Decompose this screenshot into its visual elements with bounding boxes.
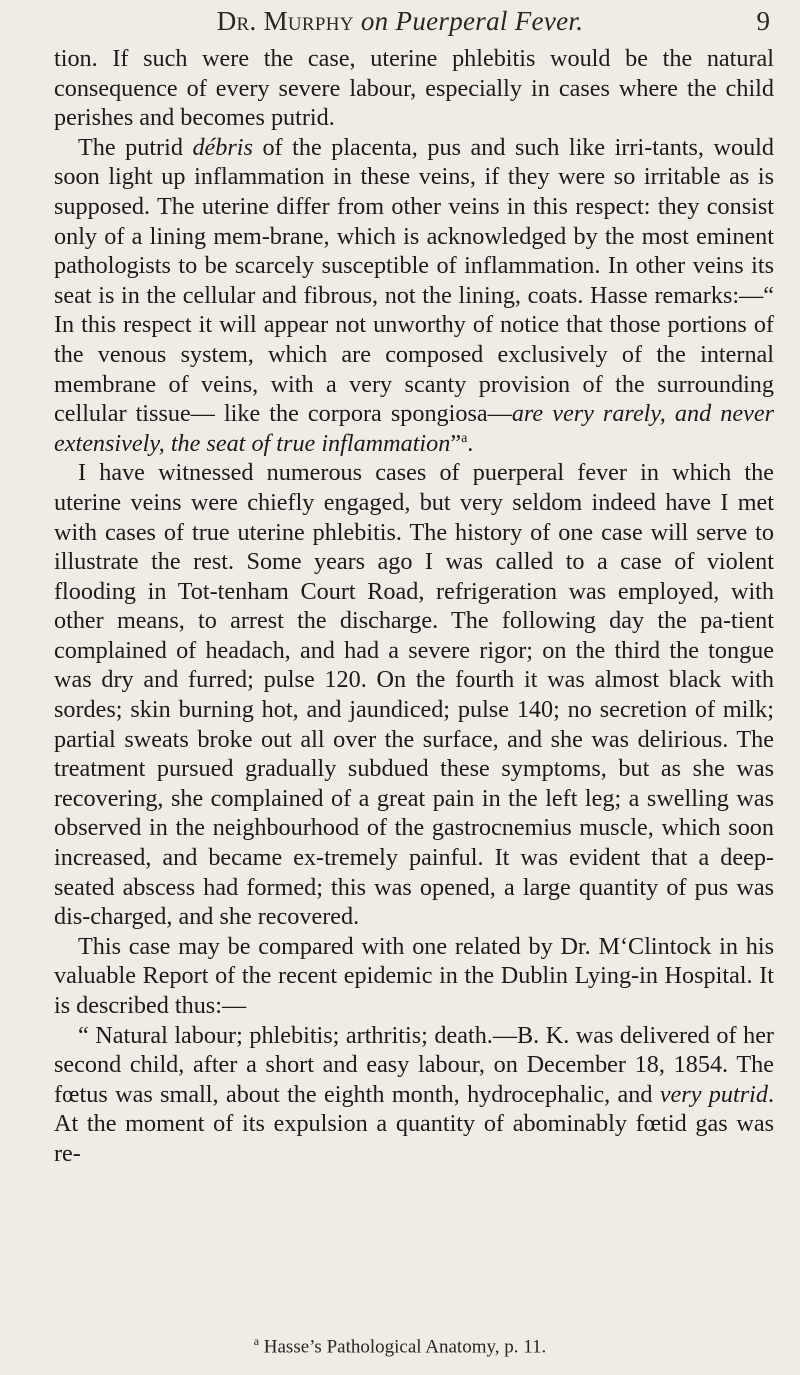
paragraph-5-faded-text: he bbox=[751, 1051, 774, 1079]
paragraph-2-close-quote: ” bbox=[450, 429, 462, 457]
paragraph-4 bbox=[54, 932, 774, 1021]
paragraph-1-text: tion. If such were the case, uterine phlebitis would be the natural consequence of every severe labour, especially in cases where the child perishes and becomes putrid. bbox=[54, 45, 774, 132]
footnote-text: Hasse’s Pathological Anatomy, p. 11. bbox=[263, 1336, 547, 1358]
paragraph-4-text: This case may be compared with one related by Dr. M‘Clintock in his valuable Report of the recent epidemic in the Dublin Lying-in Hospital. It is described thus:— bbox=[54, 932, 774, 1019]
running-title-subject: Puerperal Fever. bbox=[395, 6, 584, 36]
footnote-marker: a bbox=[253, 1334, 260, 1348]
paragraph-5-text-c: . At the moment of its expulsion a quantity of abominably fœtid gas was re- bbox=[54, 1080, 774, 1167]
page-header bbox=[0, 6, 800, 46]
paragraph-2-quote-italic: are very rarely, and never extensively, the seat of true inflammation bbox=[54, 400, 775, 457]
paragraph-2-text-b: of the placenta, pus and such like irri-tants, would soon light up inflammation in these veins, if they were so irritable as is supposed. The uterine differ from other veins in this respect: they consist only of a lining mem-brane, which is acknowledged by the most eminent pathologists to be scarcely susceptible of inflammation. In other veins its seat is in the cellular and fibrous, not the lining, coats. Hasse remarks:—“ In this respect it will appear not unworthy of notice that those portions of the venous system, which are composed exclusively of the internal membrane of veins, with a very scanty provision of the surrounding cellular tissue— like the corpora spongiosa— bbox=[54, 133, 774, 428]
paragraph-5-text-a: “ Natural labour; phlebitis; arthritis; death.—B. K. was delivered of her second child, after a short and easy labour, on December 18, 1854. T bbox=[54, 1021, 774, 1079]
footnote-ref-a: a bbox=[461, 430, 468, 446]
paragraph-3-text: I have witnessed numerous cases of puerperal fever in which the uterine veins were chiefly engaged, but very seldom indeed have I met with cases of true uterine phlebitis. The history of one case will serve to illustrate the rest. Some years ago I was called to a case of violent flooding in Tot-tenham Court Road, refrigeration was employed, with other means, to arrest the discharge. The following day the pa-tient complained of headach, and had a severe rigor; on the third the tongue was dry and furred; pulse 120. On the fourth it was almost black with sordes; skin burning hot, and jaundiced; pulse 140; no secretion of milk; partial sweats broke out all over the surface, and she was delirious. The treatment pursued gradually subdued these symptoms, but as she was recovering, she complained of a great pain in the left leg; a swelling was observed in the neighbourhood of the gastrocnemius muscle, which soon increased, and became ex-tremely painful. It was evident that a deep-seated abscess had formed; this was opened, a large quantity of pus was dis-charged, and she recovered. bbox=[54, 459, 774, 931]
running-title-author: Dr. Murphy bbox=[216, 6, 354, 36]
paragraph-2-end: . bbox=[467, 429, 474, 457]
paragraph-5-text-b: fœtus was small, about the eighth month, hydrocephalic, and bbox=[54, 1080, 660, 1108]
running-title bbox=[0, 6, 800, 37]
paragraph-2-text-a: The putrid bbox=[78, 133, 193, 161]
paragraph-5 bbox=[54, 1021, 774, 1169]
paragraph-3 bbox=[54, 458, 774, 932]
footnote bbox=[0, 1334, 800, 1358]
paragraph-5-italic: very putrid bbox=[659, 1080, 768, 1108]
body-text bbox=[54, 44, 774, 1169]
running-title-on: on bbox=[360, 6, 389, 36]
paragraph-2-debris: débris bbox=[192, 133, 253, 161]
paragraph-2 bbox=[54, 133, 774, 459]
paragraph-1 bbox=[54, 44, 774, 133]
page-number: 9 bbox=[756, 6, 770, 36]
